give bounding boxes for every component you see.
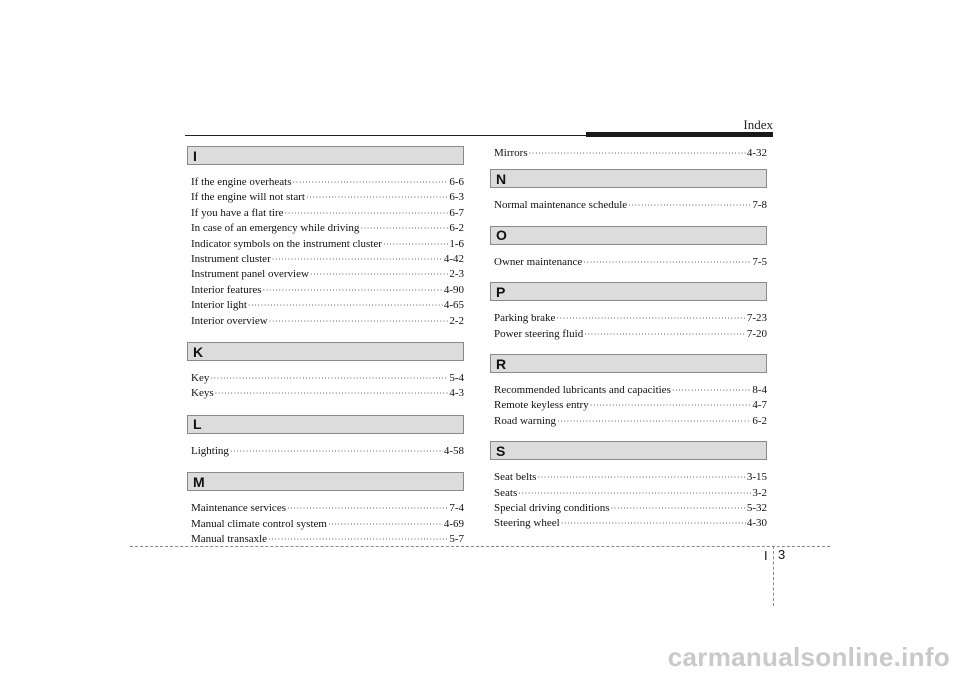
index-section	[191, 342, 464, 402]
index-entry-term: Manual transaxle	[191, 533, 268, 546]
index-entry[interactable]	[191, 206, 464, 221]
index-entry[interactable]	[191, 237, 464, 252]
index-entry-list	[494, 198, 767, 213]
index-entry-page: 5-32	[746, 502, 767, 515]
index-entry-term: Remote keyless entry	[494, 399, 589, 412]
section-letter-band: I	[187, 146, 464, 165]
index-entry[interactable]	[494, 470, 767, 485]
index-entry[interactable]	[191, 252, 464, 267]
footer-page-number: 3	[778, 547, 786, 562]
dot-leader	[287, 502, 448, 516]
dot-leader	[529, 147, 746, 161]
dot-leader	[383, 238, 448, 252]
index-entry-page: 4-42	[443, 253, 464, 266]
dot-leader	[360, 222, 448, 236]
index-entry[interactable]	[191, 267, 464, 282]
index-entry[interactable]	[191, 517, 464, 532]
dot-leader	[537, 471, 745, 485]
index-entry-page: 4-69	[443, 517, 464, 530]
index-section	[494, 169, 767, 213]
dot-leader	[292, 176, 448, 190]
index-entry[interactable]	[191, 371, 464, 386]
footer-section-letter: I	[764, 548, 768, 563]
dot-leader	[272, 253, 443, 267]
index-section	[494, 146, 767, 161]
section-letter-band: L	[187, 415, 464, 434]
dot-leader	[285, 207, 449, 221]
index-entry-page: 4-90	[443, 283, 464, 296]
index-entry-term: Mirrors	[494, 147, 528, 159]
index-entry-term: Lighting	[191, 444, 229, 457]
index-entry[interactable]	[191, 501, 464, 516]
section-letter-band: P	[490, 282, 767, 301]
index-entry-page: 7-23	[746, 312, 767, 325]
dot-leader	[248, 299, 443, 313]
index-entry-page: 4-7	[752, 399, 767, 412]
index-entry-term: Interior overview	[191, 314, 268, 327]
index-entry[interactable]	[494, 146, 767, 161]
index-section	[494, 441, 767, 532]
dot-leader	[263, 284, 443, 298]
index-column-left	[191, 146, 464, 548]
index-entry[interactable]	[191, 175, 464, 190]
index-entry-list	[191, 501, 464, 547]
index-entry-term: Key	[191, 372, 210, 385]
index-entry[interactable]	[494, 198, 767, 213]
dot-leader	[518, 487, 751, 501]
section-letter-band: S	[490, 441, 767, 460]
index-entry-list	[191, 175, 464, 329]
index-entry-page: 3-15	[746, 471, 767, 484]
index-section	[494, 226, 767, 270]
dot-leader	[269, 315, 449, 329]
dot-leader	[584, 328, 746, 342]
index-entry-term: Normal maintenance schedule	[494, 199, 628, 212]
index-section	[494, 354, 767, 429]
index-entry[interactable]	[191, 314, 464, 329]
dot-leader	[556, 312, 745, 326]
dot-leader	[230, 445, 443, 459]
page-header-title: Index	[743, 117, 773, 132]
index-entry-term: Indicator symbols on the instrument cluster	[191, 237, 382, 250]
index-entry-page: 1-6	[449, 237, 464, 250]
index-entry-page: 7-4	[449, 502, 464, 515]
index-entry-page: 4-32	[746, 147, 767, 159]
index-entry-term: Maintenance services	[191, 502, 286, 515]
index-entry[interactable]	[191, 190, 464, 205]
index-section	[191, 415, 464, 459]
section-letter-band: R	[490, 354, 767, 373]
index-column-right	[494, 146, 767, 532]
index-entry-term: Owner maintenance	[494, 255, 583, 268]
index-entry[interactable]	[494, 501, 767, 516]
index-entry-list	[191, 371, 464, 402]
dot-leader	[590, 399, 752, 413]
index-entry-term: Interior features	[191, 283, 262, 296]
index-entry-page: 7-20	[746, 327, 767, 340]
section-letter-band: M	[187, 472, 464, 491]
index-entry[interactable]	[191, 386, 464, 401]
index-entry[interactable]	[494, 311, 767, 326]
index-entry-term: Power steering fluid	[494, 327, 584, 340]
index-entry-page: 2-2	[449, 314, 464, 327]
index-entry-page: 4-30	[746, 517, 767, 530]
index-entry-page: 4-3	[449, 387, 464, 400]
watermark: carmanualsonline.info	[667, 642, 950, 672]
index-entry-term: In case of an emergency while driving	[191, 222, 360, 235]
index-entry[interactable]	[191, 444, 464, 459]
index-entry-term: Special driving conditions	[494, 502, 610, 515]
dot-leader	[672, 384, 751, 398]
index-entry-term: If the engine overheats	[191, 176, 292, 188]
index-entry[interactable]	[494, 486, 767, 501]
section-letter-band: K	[187, 342, 464, 361]
index-entry-term: Keys	[191, 387, 214, 400]
index-entry-page: 4-65	[443, 299, 464, 312]
index-entry-term: Recommended lubricants and capacities	[494, 384, 671, 397]
section-letter-band: N	[490, 169, 767, 188]
index-entry[interactable]	[494, 516, 767, 531]
index-entry[interactable]	[494, 327, 767, 342]
dot-leader	[306, 191, 448, 205]
footer-divider	[773, 546, 774, 606]
index-entry-term: Steering wheel	[494, 517, 560, 530]
index-entry-list	[494, 470, 767, 532]
index-entry-page: 7-5	[752, 255, 767, 268]
index-entry-page: 6-6	[449, 176, 464, 188]
dot-leader	[210, 372, 448, 386]
index-section	[191, 472, 464, 547]
index-entry-page: 5-7	[449, 533, 464, 546]
index-entry-term: Interior light	[191, 299, 247, 312]
index-entry-term: Road warning	[494, 414, 557, 427]
index-entry-page: 6-3	[449, 191, 464, 204]
index-entry-term: Seat belts	[494, 471, 537, 484]
dot-leader	[215, 387, 449, 401]
index-entry-page: 2-3	[449, 268, 464, 281]
dot-leader	[561, 517, 746, 531]
index-entry-page: 6-2	[449, 222, 464, 235]
index-entry[interactable]	[191, 283, 464, 298]
index-section	[494, 282, 767, 342]
dot-leader	[583, 256, 751, 270]
index-entry-list	[494, 146, 767, 161]
dot-leader	[310, 268, 448, 282]
index-entry[interactable]	[191, 221, 464, 236]
index-entry-page: 6-7	[449, 206, 464, 219]
index-entry-page: 3-2	[752, 486, 767, 499]
footer-rule	[130, 546, 830, 547]
index-entry-term: Manual climate control system	[191, 517, 327, 530]
index-section	[191, 146, 464, 329]
index-entry[interactable]	[494, 414, 767, 429]
index-entry-term: Instrument cluster	[191, 253, 271, 266]
index-entry-term: If you have a flat tire	[191, 206, 284, 219]
index-entry[interactable]	[494, 255, 767, 270]
index-entry-term: Instrument panel overview	[191, 268, 309, 281]
index-entry-term: If the engine will not start	[191, 191, 305, 204]
index-entry-page: 4-58	[443, 444, 464, 457]
index-entry-term: Seats	[494, 486, 518, 499]
index-entry-list	[494, 311, 767, 342]
index-entry[interactable]	[494, 383, 767, 398]
dot-leader	[628, 199, 751, 213]
index-entry-term: Parking brake	[494, 312, 556, 325]
header-accent-bar	[586, 132, 773, 137]
index-entry-page: 7-8	[752, 199, 767, 212]
index-entry-list	[191, 444, 464, 459]
section-letter-band: O	[490, 226, 767, 245]
dot-leader	[557, 415, 751, 429]
dot-leader	[328, 518, 443, 532]
dot-leader	[610, 502, 745, 516]
index-entry-page: 8-4	[752, 384, 767, 397]
index-entry[interactable]	[191, 298, 464, 313]
index-entry-list	[494, 255, 767, 270]
index-entry-page: 5-4	[449, 372, 464, 385]
index-entry-list	[494, 383, 767, 429]
index-entry[interactable]	[494, 398, 767, 413]
index-entry-page: 6-2	[752, 414, 767, 427]
